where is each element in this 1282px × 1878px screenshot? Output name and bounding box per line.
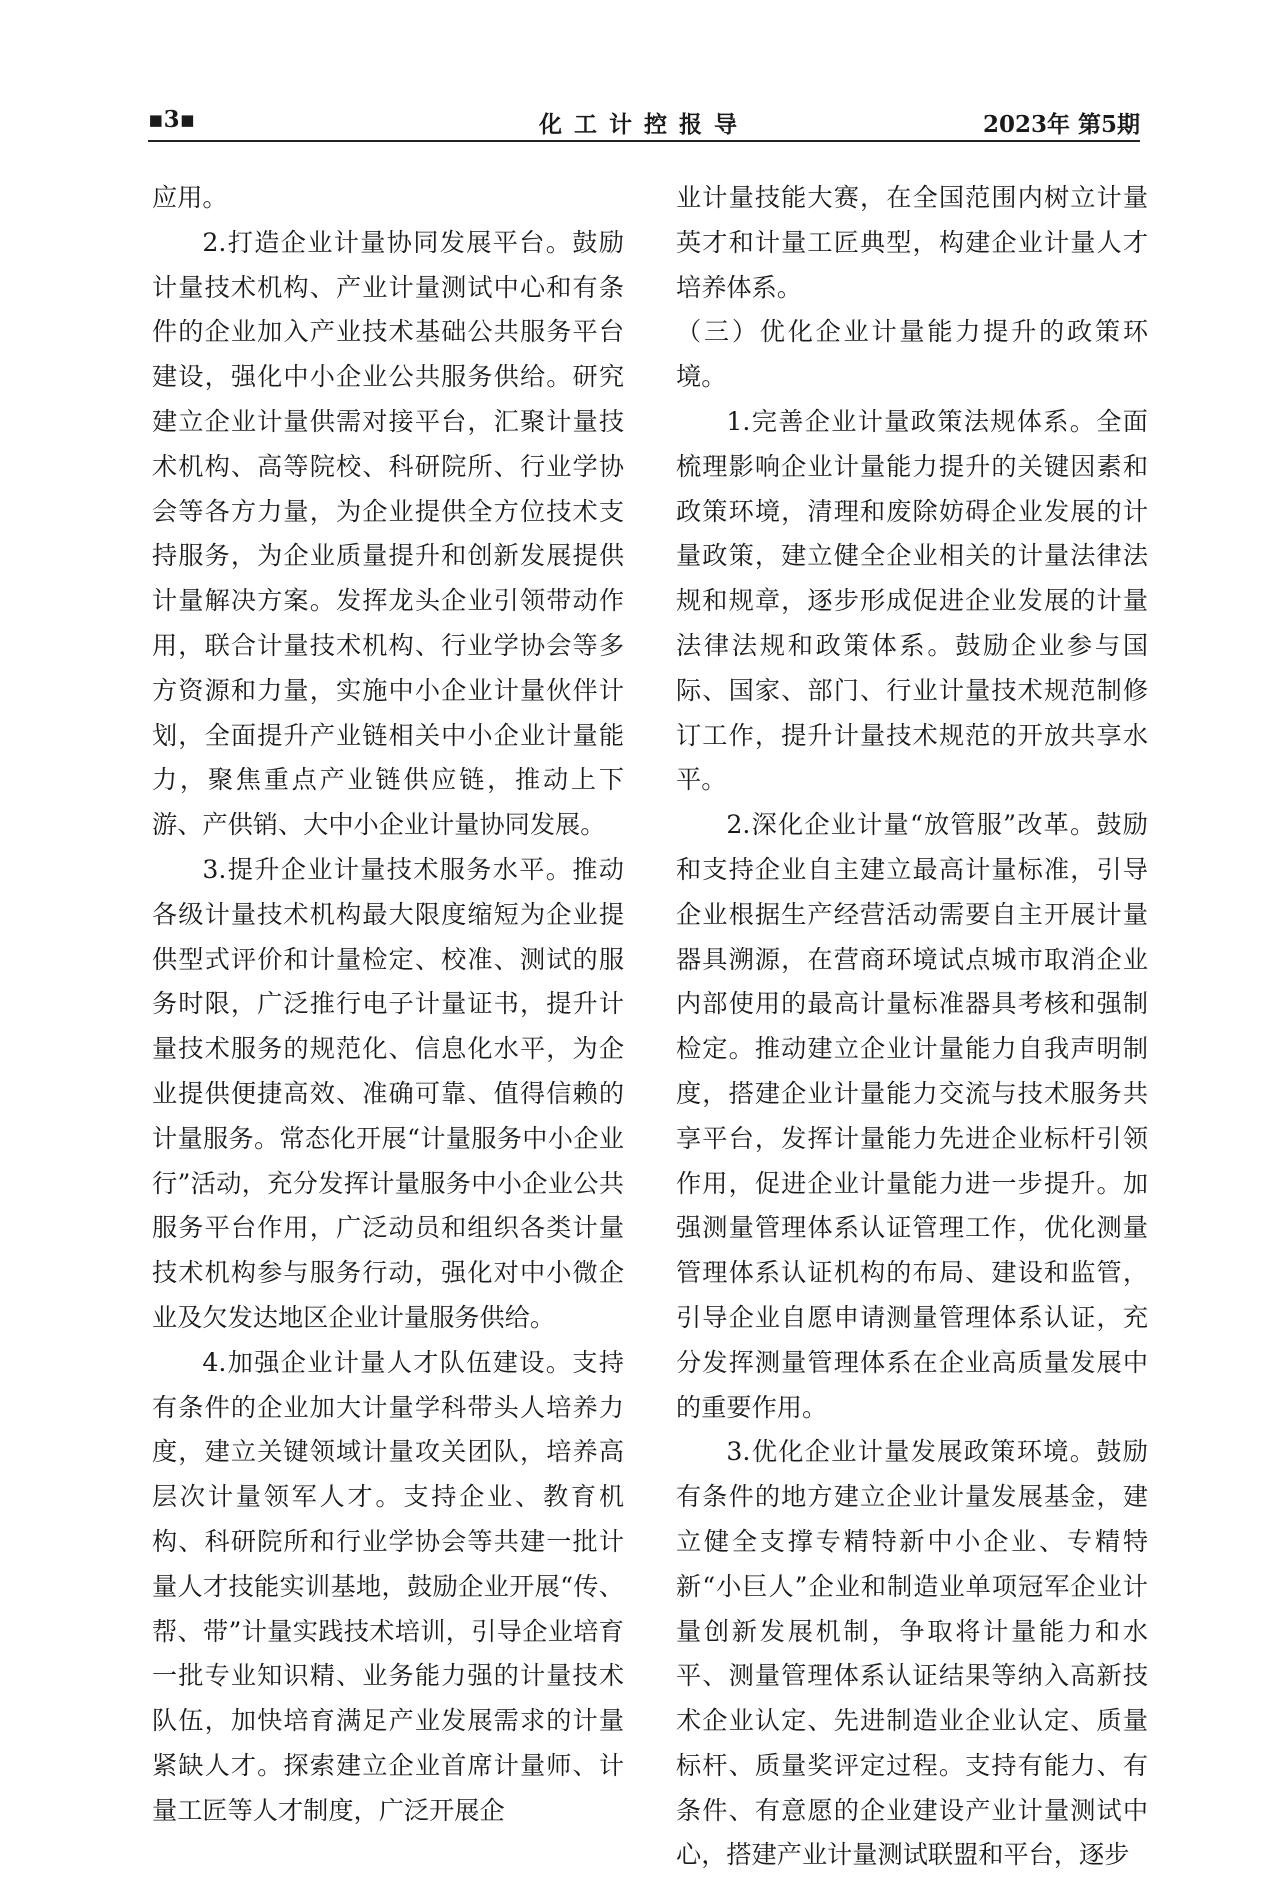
paragraph-platform: 2.打造企业计量协同发展平台。鼓励计量技术机构、产业计量测试中心和有条件的企业加入产业技术基础公共服务平台建设，强化中小企业公共服务供给。研究建立企业计量供需对接平台，汇聚计量技术机构、高等院校、科研院所、行业学协会等各方力量，为企业提供全方位技术支持服务，为企业质量提升和创新发展提供计量解决方案。发挥龙头企业引领带动作用，联合计量技术机构、行业学协会等多方资源和力量，实施中小企业计量伙伴计划，全面提升产业链相关中小企业计量能力，聚焦重点产业链供应链，推动上下游、产供销、大中小企业计量协同发展。 [152,227,624,840]
paragraph-talent: 4.加强企业计量人才队伍建设。支持有条件的企业加大计量学科带头人培养力度，建立关键领域计量攻关团队，培养高层次计量领军人才。支持企业、教育机构、科研院所和行业学协会等共建一批计量人才技能实训基地，鼓励企业开展“传、帮、带”计量实践技术培训，引导企业培育一批专业知识精、业务能力强的计量技术队伍，加快培育满足产业发展需求的计量紧缺人才。探索建立企业首席计量师、计量工匠等人才制度，广泛开展企 [152,1347,624,1825]
paragraph-policy-regulations: 1.完善企业计量政策法规体系。全面梳理影响企业计量能力提升的关键因素和政策环境，清理和废除妨碍企业发展的计量政策，建立健全企业相关的计量法律法规和规章，逐步形成促进企业发展的计量法律法规和政策体系。鼓励企业参与国际、国家、部门、行业计量技术规范制修订工作，提升计量技术规范的开放共享水平。 [676,406,1148,795]
running-header [148,104,1140,136]
left-column [152,176,624,1833]
paragraph-technical-service: 3.提升企业计量技术服务水平。推动各级计量技术机构最大限度缩短为企业提供型式评价和计量检定、校准、测试的服务时限，广泛推行电子计量证书，提升计量技术服务的规范化、信息化水平，为企业提供便捷高效、准确可靠、值得信赖的计量服务。常态化开展“计量服务中小企业行”活动，充分发挥计量服务中小企业公共服务平台作用，广泛动员和组织各类计量技术机构参与服务行动，强化对中小微企业及欠发达地区企业计量服务供给。 [152,854,624,1332]
header-rule [148,140,1140,142]
issue-label: 2023年 第5期 [982,111,1140,138]
page-number: ▪3▪ [148,106,196,133]
journal-title: 化工计控报导 [539,111,749,138]
section-heading: （三）优化企业计量能力提升的政策环境。 [676,317,1148,392]
paragraph-policy-environment: 3.优化企业计量发展政策环境。鼓励有条件的地方建立企业计量发展基金，建立健全支撑专精特新中小企业、专精特新“小巨人”企业和制造业单项冠军企业计量创新发展机制，争取将计量能力和水平、测量管理体系认证结果等纳入高新技术企业认定、先进制造业企业认定、质量标杆、质量奖评定过程。支持有能力、有条件、有意愿的企业建设产业计量测试中心，搭建产业计量测试联盟和平台，逐步 [676,1437,1148,1870]
paragraph-continuation: 应用。 [152,183,228,212]
paragraph-continuation: 业计量技能大赛，在全国范围内树立计量英才和计量工匠典型，构建企业计量人才培养体系。 [676,183,1148,302]
right-column [676,176,1148,1878]
paragraph-reform: 2.深化企业计量“放管服”改革。鼓励和支持企业自主建立最高计量标准，引导企业根据生产经营活动需要自主开展计量器具溯源，在营商环境试点城市取消企业内部使用的最高计量标准器具考核和强制检定。推动建立企业计量能力自我声明制度，搭建企业计量能力交流与技术服务共享平台，发挥计量能力先进企业标杆引领作用，促进企业计量能力进一步提升。加强测量管理体系认证管理工作，优化测量管理体系认证机构的布局、建设和监管，引导企业自愿申请测量管理体系认证，充分发挥测量管理体系在企业高质量发展中的重要作用。 [676,810,1148,1422]
